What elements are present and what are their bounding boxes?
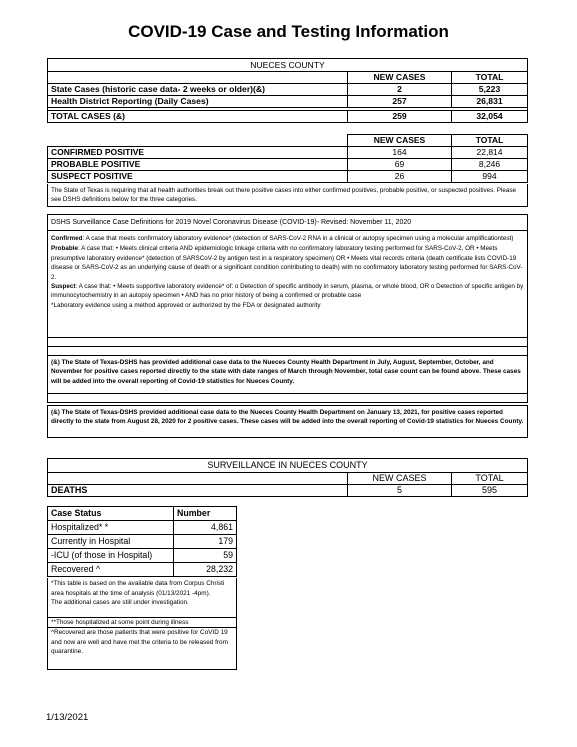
- table-row: Health District Reporting (Daily Cases) 257 26,831: [48, 96, 528, 108]
- table-row: TOTAL CASES (&) 259 32,054: [48, 111, 528, 123]
- suspect-definition: Suspect: A case that: • Meets supportive laboratory evidence* of: o Detection of specific antibody in serum, plasma, or whole blood, OR o Detection of specific antigen by immunocytochemistry in an autopsy specimen • AND has no prior history of being a confirmed or probable case: [51, 283, 524, 300]
- probable-definition: Probable: A case that: • Meets clinical criteria AND epidemiologic linkage criteria with no confirmatory laboratory testing performed for SARS-CoV-2, OR • Meets presumptive laboratory evidence* (detection of SARSCoV-2 by antigen test in a respiratory specimen) OR • Meets vital records criteria (death certificate lists COVID-19 disease or SARS-CoV-2 as an underlying cause of death or a significant condition contributing to death) with no confirmatory laboratory testing performed for SARS-CoV-2.: [51, 245, 523, 281]
- state-data-note-january: (&) The State of Texas-DSHS provided additional case data to the Nueces County Health Department on January 13, 2021, for positive cases reported directly to the state from August 28, 2020 for 2 positive cases. These cases will be added into the overall reporting of Covid-19 statistics for Nueces County.: [47, 405, 528, 438]
- case-status-notes: *This table is based on the available data from Corpus Christi area hospitals at the time of analysis (01/13/2021 -4pm). The additional cases are still under investigation. **Those hospitalized at some point during illness ^Recovered are those patients that were positive for CoVID 19 and now are well and have met the criteria to be released from quarantine.: [47, 578, 237, 670]
- positive-cases-table: [47, 134, 528, 183]
- county-cases-table: [47, 58, 528, 123]
- surveillance-table: [47, 458, 528, 497]
- definitions-footnote: *Laboratory evidence using a method approved or authorized by the FDA or designated authority: [51, 301, 321, 309]
- state-data-note: (&) The State of Texas-DSHS has provided additional case data to the Nueces County Health Department in July, August, September, October, and November for positive cases reported directly to the state with date ranges of March through November, total case count can be found above. These cases will be added into the overall reporting of Covid-19 statistics for Nueces County.: [47, 356, 528, 394]
- county-col-total: TOTAL: [452, 72, 528, 84]
- report-date: 1/13/2021: [46, 712, 89, 723]
- positive-col-total: TOTAL: [452, 135, 528, 147]
- spacer-row: [47, 338, 528, 347]
- case-status-col1: Case Status: [48, 507, 174, 521]
- case-status-col2: Number: [174, 507, 237, 521]
- table-row: -ICU (of those in Hospital) 59: [48, 549, 237, 563]
- table-row: Currently in Hospital 179: [48, 535, 237, 549]
- surveillance-header: SURVEILLANCE IN NUECES COUNTY: [48, 459, 528, 473]
- table-row: DEATHS 5 595: [48, 485, 528, 497]
- table-row: CONFIRMED POSITIVE 164 22,814: [48, 147, 528, 159]
- spacer-row: [47, 347, 528, 356]
- table-row: PROBABLE POSITIVE 69 8,246: [48, 159, 528, 171]
- positive-col-new: NEW CASES: [348, 135, 452, 147]
- case-status-table: [47, 506, 237, 577]
- surveillance-col-new: NEW CASES: [348, 473, 452, 485]
- page-title: COVID-19 Case and Testing Information: [128, 22, 449, 41]
- county-col-new: NEW CASES: [348, 72, 452, 84]
- table-row: Hospitalized* * 4,861: [48, 521, 237, 535]
- confirmed-definition: Confirmed: A case that meets confirmatory laboratory evidence* (detection of SARS-CoV-2 RNA in a clinical or autopsy specimen using a molecular amplificationtest): [51, 235, 514, 242]
- definitions-box: [47, 214, 528, 338]
- table-row: Recovered ^ 28,232: [48, 563, 237, 577]
- table-row: State Cases (historic case data- 2 weeks or older)(&) 2 5,223: [48, 84, 528, 96]
- positive-note: The State of Texas is requiring that all health authorities break out there positive cases into either confirmed positives, probable positive, or suspected positives. Please see DSHS definitions below for the three categories.: [47, 184, 528, 207]
- surveillance-col-total: TOTAL: [452, 473, 528, 485]
- definitions-header: DSHS Surveillance Case Definitions for 2019 Novel Coronavirus Disease (COVID-19)- Revised: November 11, 2020: [48, 215, 527, 231]
- table-row: SUSPECT POSITIVE 26 994: [48, 171, 528, 183]
- spacer-row: [47, 394, 528, 403]
- county-header: NUECES COUNTY: [48, 59, 528, 72]
